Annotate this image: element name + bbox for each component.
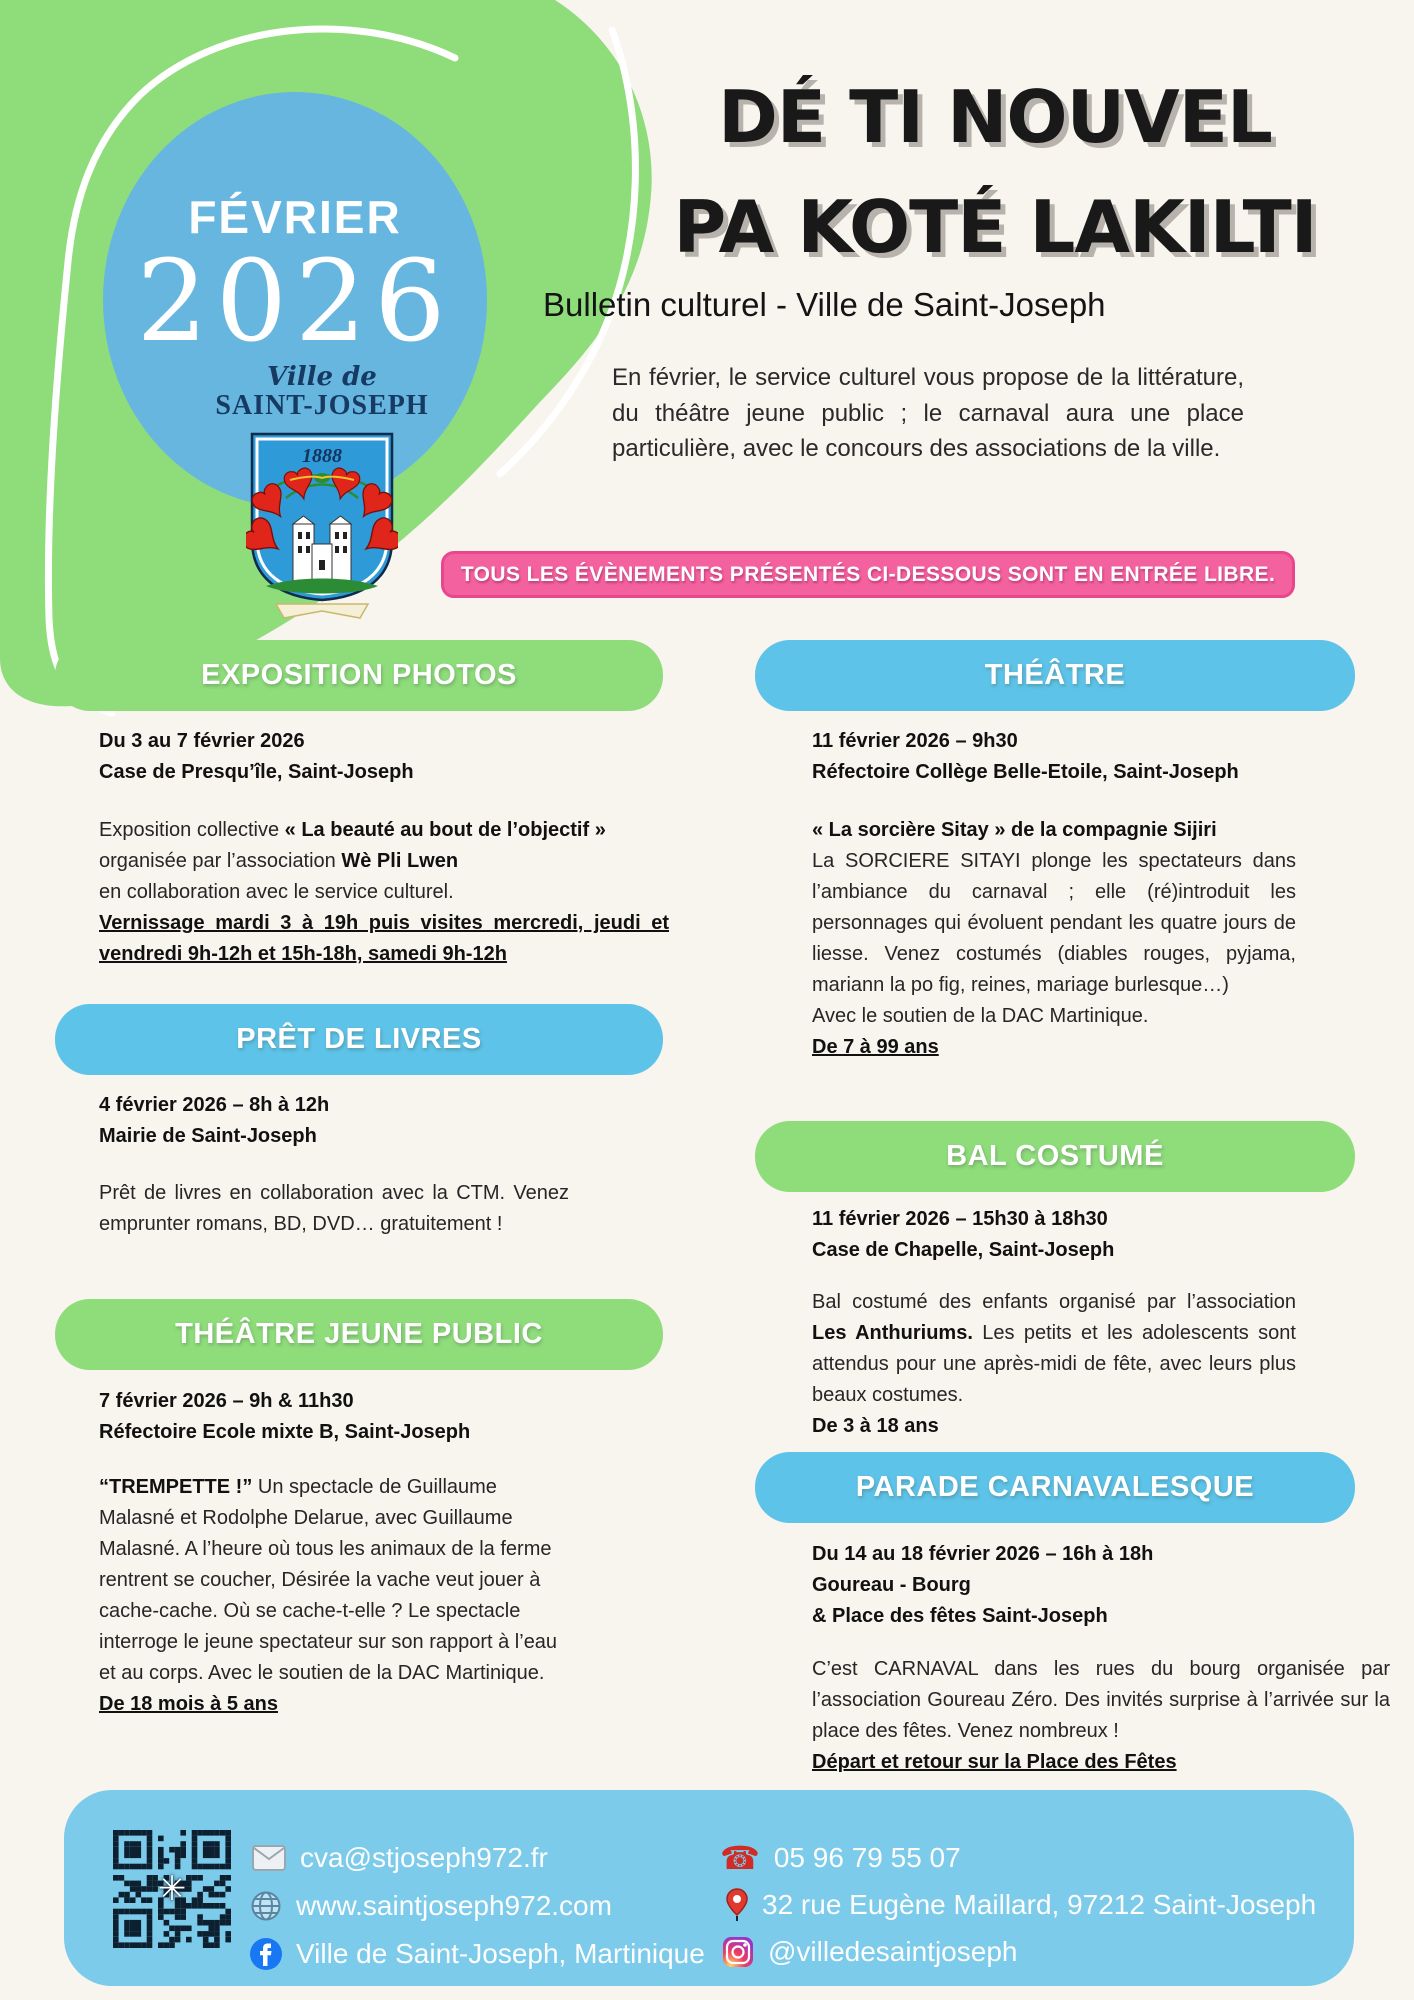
section-header-theatre-jeune-public bbox=[55, 1299, 663, 1370]
bal-age: De 3 à 18 ans bbox=[812, 1415, 939, 1437]
parade-paragraph bbox=[812, 1654, 1390, 1778]
pret-paragraph: Prêt de livres en collaboration avec la CTM. Venez emprunter romans, BD, DVD… gratuitement ! bbox=[99, 1182, 569, 1235]
expo-text-bold: Wè Pli Lwen bbox=[341, 850, 459, 872]
free-entry-banner bbox=[441, 551, 1295, 598]
footer-instagram-row[interactable] bbox=[722, 1936, 1017, 1968]
phone-icon: ☎ bbox=[720, 1840, 760, 1876]
pret-date: 4 février 2026 – 8h à 12h bbox=[99, 1094, 330, 1116]
theatre-age: De 7 à 99 ans bbox=[812, 1036, 939, 1058]
section-header-pret-de-livres bbox=[55, 1004, 663, 1075]
expo-text: Exposition collective bbox=[99, 819, 285, 841]
title-line-2: PA KOTÉ LAKILTI bbox=[673, 185, 1317, 269]
city-crest bbox=[198, 364, 446, 624]
badge-month: FÉVRIER bbox=[188, 191, 402, 243]
expo-text: en collaboration avec le service culturel. bbox=[99, 881, 454, 903]
title-line-1: DÉ TI NOUVEL bbox=[718, 75, 1272, 159]
tjp-lead: “TREMPETTE !” bbox=[99, 1476, 253, 1498]
section-title: PRÊT DE LIVRES bbox=[236, 1023, 482, 1055]
bal-text: Bal costumé des enfants organisé par l’association bbox=[812, 1291, 1296, 1313]
parade-date-place bbox=[812, 1539, 1390, 1632]
theatre-place: Réfectoire Collège Belle-Etoile, Saint-Joseph bbox=[812, 761, 1239, 783]
qr-code bbox=[113, 1830, 231, 1948]
crest-year-label: 1888 bbox=[302, 445, 342, 468]
badge-year: 2026 bbox=[136, 237, 454, 367]
crest-city-label: SAINT-JOSEPH bbox=[215, 390, 429, 421]
theatre-date: 11 février 2026 – 9h30 bbox=[812, 730, 1018, 752]
email-icon bbox=[252, 1845, 286, 1871]
section-header-parade-carnavalesque bbox=[755, 1452, 1355, 1523]
expo-paragraph bbox=[99, 815, 704, 970]
bal-date-place bbox=[812, 1204, 1372, 1266]
bal-place: Case de Chapelle, Saint-Joseph bbox=[812, 1239, 1115, 1261]
footer-phone-row[interactable] bbox=[720, 1842, 961, 1874]
parade-date: Du 14 au 18 février 2026 – 16h à 18h bbox=[812, 1543, 1154, 1565]
theatre-lead: « La sorcière Sitay » de la compagnie Sijiri bbox=[812, 819, 1217, 841]
expo-text-bold: « La beauté au bout de l’objectif » bbox=[284, 819, 606, 841]
theatre-paragraph bbox=[812, 815, 1296, 1063]
expo-date-place bbox=[99, 726, 704, 788]
expo-place: Case de Presqu’île, Saint-Joseph bbox=[99, 761, 414, 783]
footer-facebook-row[interactable] bbox=[250, 1938, 705, 1970]
bal-text-bold: Les Anthuriums. bbox=[812, 1322, 973, 1344]
instagram-icon bbox=[722, 1936, 754, 1968]
section-title: BAL COSTUMÉ bbox=[946, 1140, 1164, 1172]
globe-icon bbox=[250, 1890, 282, 1922]
parade-place-1: Goureau - Bourg bbox=[812, 1574, 971, 1596]
parade-place-2: & Place des fêtes Saint-Joseph bbox=[812, 1605, 1108, 1627]
pret-date-place bbox=[99, 1090, 704, 1152]
section-title: PARADE CARNAVALESQUE bbox=[855, 1471, 1255, 1503]
footer-website[interactable]: www.saintjoseph972.com bbox=[296, 1890, 612, 1921]
crest-shield-icon bbox=[246, 428, 398, 624]
section-title: THÉÂTRE JEUNE PUBLIC bbox=[175, 1318, 543, 1350]
tjp-place: Réfectoire Ecole mixte B, Saint-Joseph bbox=[99, 1421, 471, 1443]
intro-paragraph: En février, le service culturel vous propose de la littérature, du théâtre jeune public ; le carnaval aura une place particulière, avec le concours des associations de la ville. bbox=[612, 364, 1244, 462]
expo-date: Du 3 au 7 février 2026 bbox=[99, 730, 305, 752]
section-title: THÉÂTRE bbox=[984, 659, 1126, 691]
footer-email[interactable]: cva@stjoseph972.fr bbox=[300, 1842, 548, 1873]
footer-facebook[interactable]: Ville de Saint-Joseph, Martinique bbox=[296, 1938, 705, 1969]
bal-paragraph bbox=[812, 1287, 1296, 1442]
page-subtitle: Bulletin culturel - Ville de Saint-Joseph bbox=[543, 286, 1106, 323]
bal-date: 11 février 2026 – 15h30 à 18h30 bbox=[812, 1208, 1108, 1230]
footer-address-row bbox=[726, 1888, 1316, 1922]
theatre-date-place bbox=[812, 726, 1372, 788]
tjp-date-place bbox=[99, 1386, 704, 1448]
page-title bbox=[585, 62, 1405, 282]
tjp-age: De 18 mois à 5 ans bbox=[99, 1693, 278, 1715]
section-title: EXPOSITION PHOTOS bbox=[201, 659, 517, 691]
qr-center-star-icon: ✳ bbox=[157, 1870, 187, 1908]
pret-place: Mairie de Saint-Joseph bbox=[99, 1125, 317, 1147]
free-entry-banner-text: TOUS LES ÉVÈNEMENTS PRÉSENTÉS CI-DESSOUS SONT EN ENTRÉE LIBRE. bbox=[460, 562, 1276, 586]
crest-script-label: Ville de bbox=[267, 362, 377, 392]
footer-address: 32 rue Eugène Maillard, 97212 Saint-Joseph bbox=[762, 1889, 1317, 1920]
facebook-icon bbox=[250, 1938, 282, 1970]
footer-phone[interactable]: 05 96 79 55 07 bbox=[773, 1842, 961, 1873]
footer-instagram[interactable]: @villedesaintjoseph bbox=[768, 1936, 1018, 1967]
theatre-support: Avec le soutien de la DAC Martinique. bbox=[812, 1005, 1149, 1027]
tjp-text: Un spectacle de Guillaume Malasné et Rodolphe Delarue, avec Guillaume Malasné. A l’heure où tous les animaux de la ferme rentrent se coucher, Désirée la vache veut jouer à cache-cache. Où se cache-t-elle ? Le spectacle interroge le jeune spectateur sur son rapport à l’eau et au corps. Avec le soutien de la DAC Martinique. bbox=[99, 1476, 558, 1684]
section-header-bal-costume bbox=[755, 1121, 1355, 1192]
bal-text: Les petits et les adolescents sont attendus pour une après-midi de fête, avec leurs plus beaux costumes. bbox=[812, 1322, 1296, 1406]
tjp-date: 7 février 2026 – 9h & 11h30 bbox=[99, 1390, 354, 1412]
footer-website-row[interactable] bbox=[250, 1890, 612, 1922]
expo-vernissage: Vernissage mardi 3 à 19h puis visites mercredi, jeudi et vendredi 9h-12h et 15h-18h, samedi 9h-12h bbox=[99, 912, 669, 965]
parade-note: Départ et retour sur la Place des Fêtes bbox=[812, 1751, 1177, 1773]
tjp-paragraph bbox=[99, 1472, 569, 1720]
section-header-exposition-photos bbox=[55, 640, 663, 711]
location-pin-icon bbox=[726, 1888, 748, 1922]
section-header-theatre bbox=[755, 640, 1355, 711]
expo-text: organisée par l’association bbox=[99, 850, 342, 872]
footer-email-row[interactable] bbox=[252, 1842, 548, 1874]
theatre-text: La SORCIERE SITAYI plonge les spectateurs dans l’ambiance du carnaval ; elle (ré)introduit les personnages qui évoluent pendant les quatre jours de liesse. Venez costumés (diables rouges, pyjama, mariann la po fig, reines, mariage burlesque…) bbox=[812, 850, 1296, 996]
parade-text: C’est CARNAVAL dans les rues du bourg organisée par l’association Goureau Zéro. Des invités surprise à l’arrivée sur la place des fêtes. Venez nombreux ! bbox=[812, 1658, 1390, 1742]
